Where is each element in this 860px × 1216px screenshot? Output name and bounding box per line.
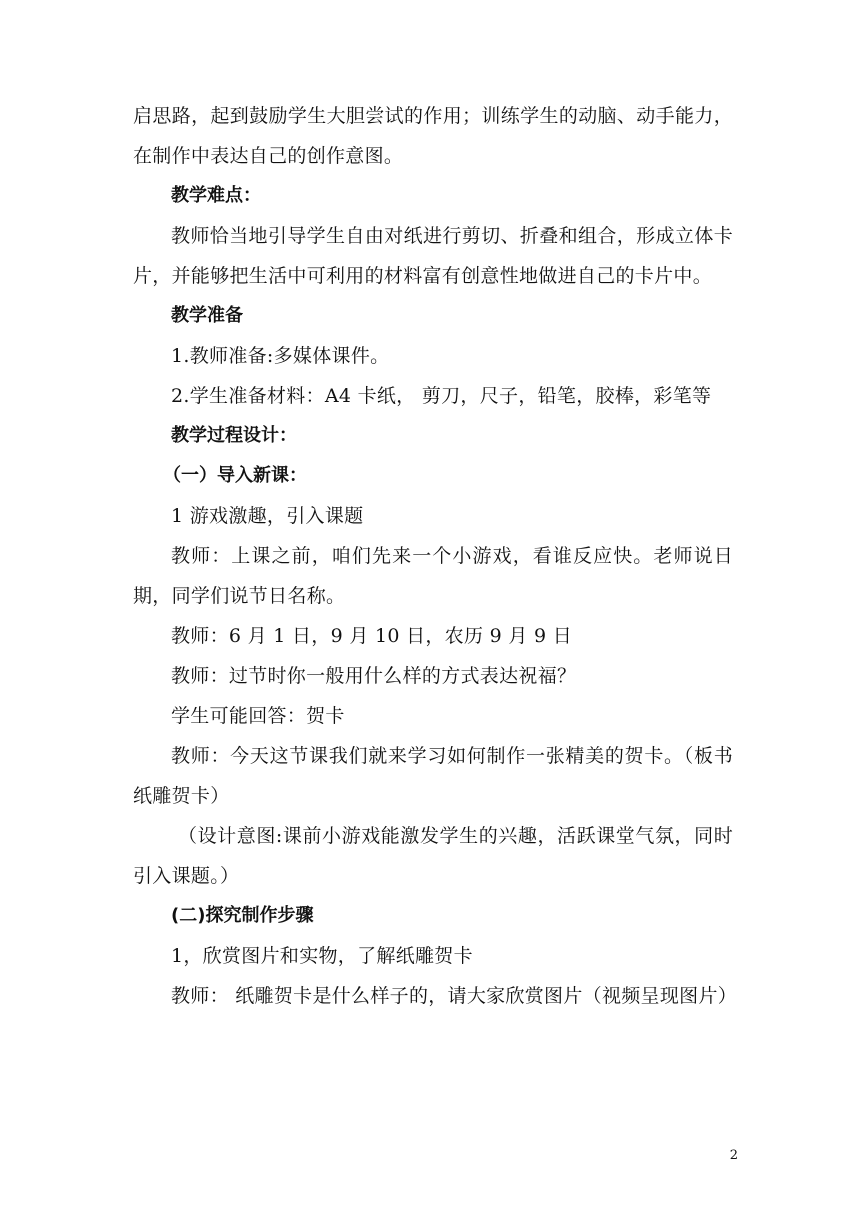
heading-teaching-preparation: 教学准备	[171, 305, 243, 326]
paragraph-teacher-topic: 教师：今天这节课我们就来学习如何制作一张精美的贺卡。（板书纸雕贺卡）	[133, 745, 733, 807]
paragraph-intro-continuation: 启思路，起到鼓励学生大胆尝试的作用；训练学生的动脑、动手能力，在制作中表达自己的创作意图。	[133, 105, 733, 167]
paragraph-difficulty-description: 教师恰当地引导学生自由对纸进行剪切、折叠和组合，形成立体卡片，并能够把生活中可利用的材料富有创意性地做进自己的卡片中。	[133, 225, 733, 287]
heading-explore-steps: (二)探究制作步骤	[171, 905, 314, 926]
paragraph-design-intent: （设计意图:课前小游戏能激发学生的兴趣，活跃课堂气氛，同时引入课题。）	[133, 825, 733, 887]
paragraph-teacher-images: 教师： 纸雕贺卡是什么样子的，请大家欣赏图片（视频呈现图片）	[171, 985, 738, 1007]
heading-introduction: （一）导入新课：	[163, 465, 307, 486]
paragraph-teacher-question: 教师：过节时你一般用什么样的方式表达祝福？	[171, 665, 577, 687]
paragraph-game-intro: 1 游戏激趣，引入课题	[171, 505, 364, 527]
heading-teaching-process: 教学过程设计：	[171, 425, 297, 446]
document-body	[133, 96, 738, 1016]
paragraph-appreciate-images: 1，欣赏图片和实物，了解纸雕贺卡	[171, 945, 473, 967]
page-number: 2	[729, 1148, 738, 1163]
paragraph-student-answer: 学生可能回答：贺卡	[171, 705, 345, 727]
paragraph-teacher-preparation: 1.教师准备:多媒体课件。	[171, 345, 390, 367]
heading-teaching-difficulty: 教学难点：	[171, 185, 261, 206]
paragraph-student-preparation: 2.学生准备材料：A4 卡纸， 剪刀，尺子，铅笔，胶棒，彩笔等	[171, 385, 712, 407]
paragraph-teacher-dates: 教师：6 月 1 日，9 月 10 日，农历 9 月 9 日	[171, 625, 573, 647]
paragraph-teacher-game: 教师：上课之前，咱们先来一个小游戏，看谁反应快。老师说日期，同学们说节日名称。	[133, 545, 733, 607]
